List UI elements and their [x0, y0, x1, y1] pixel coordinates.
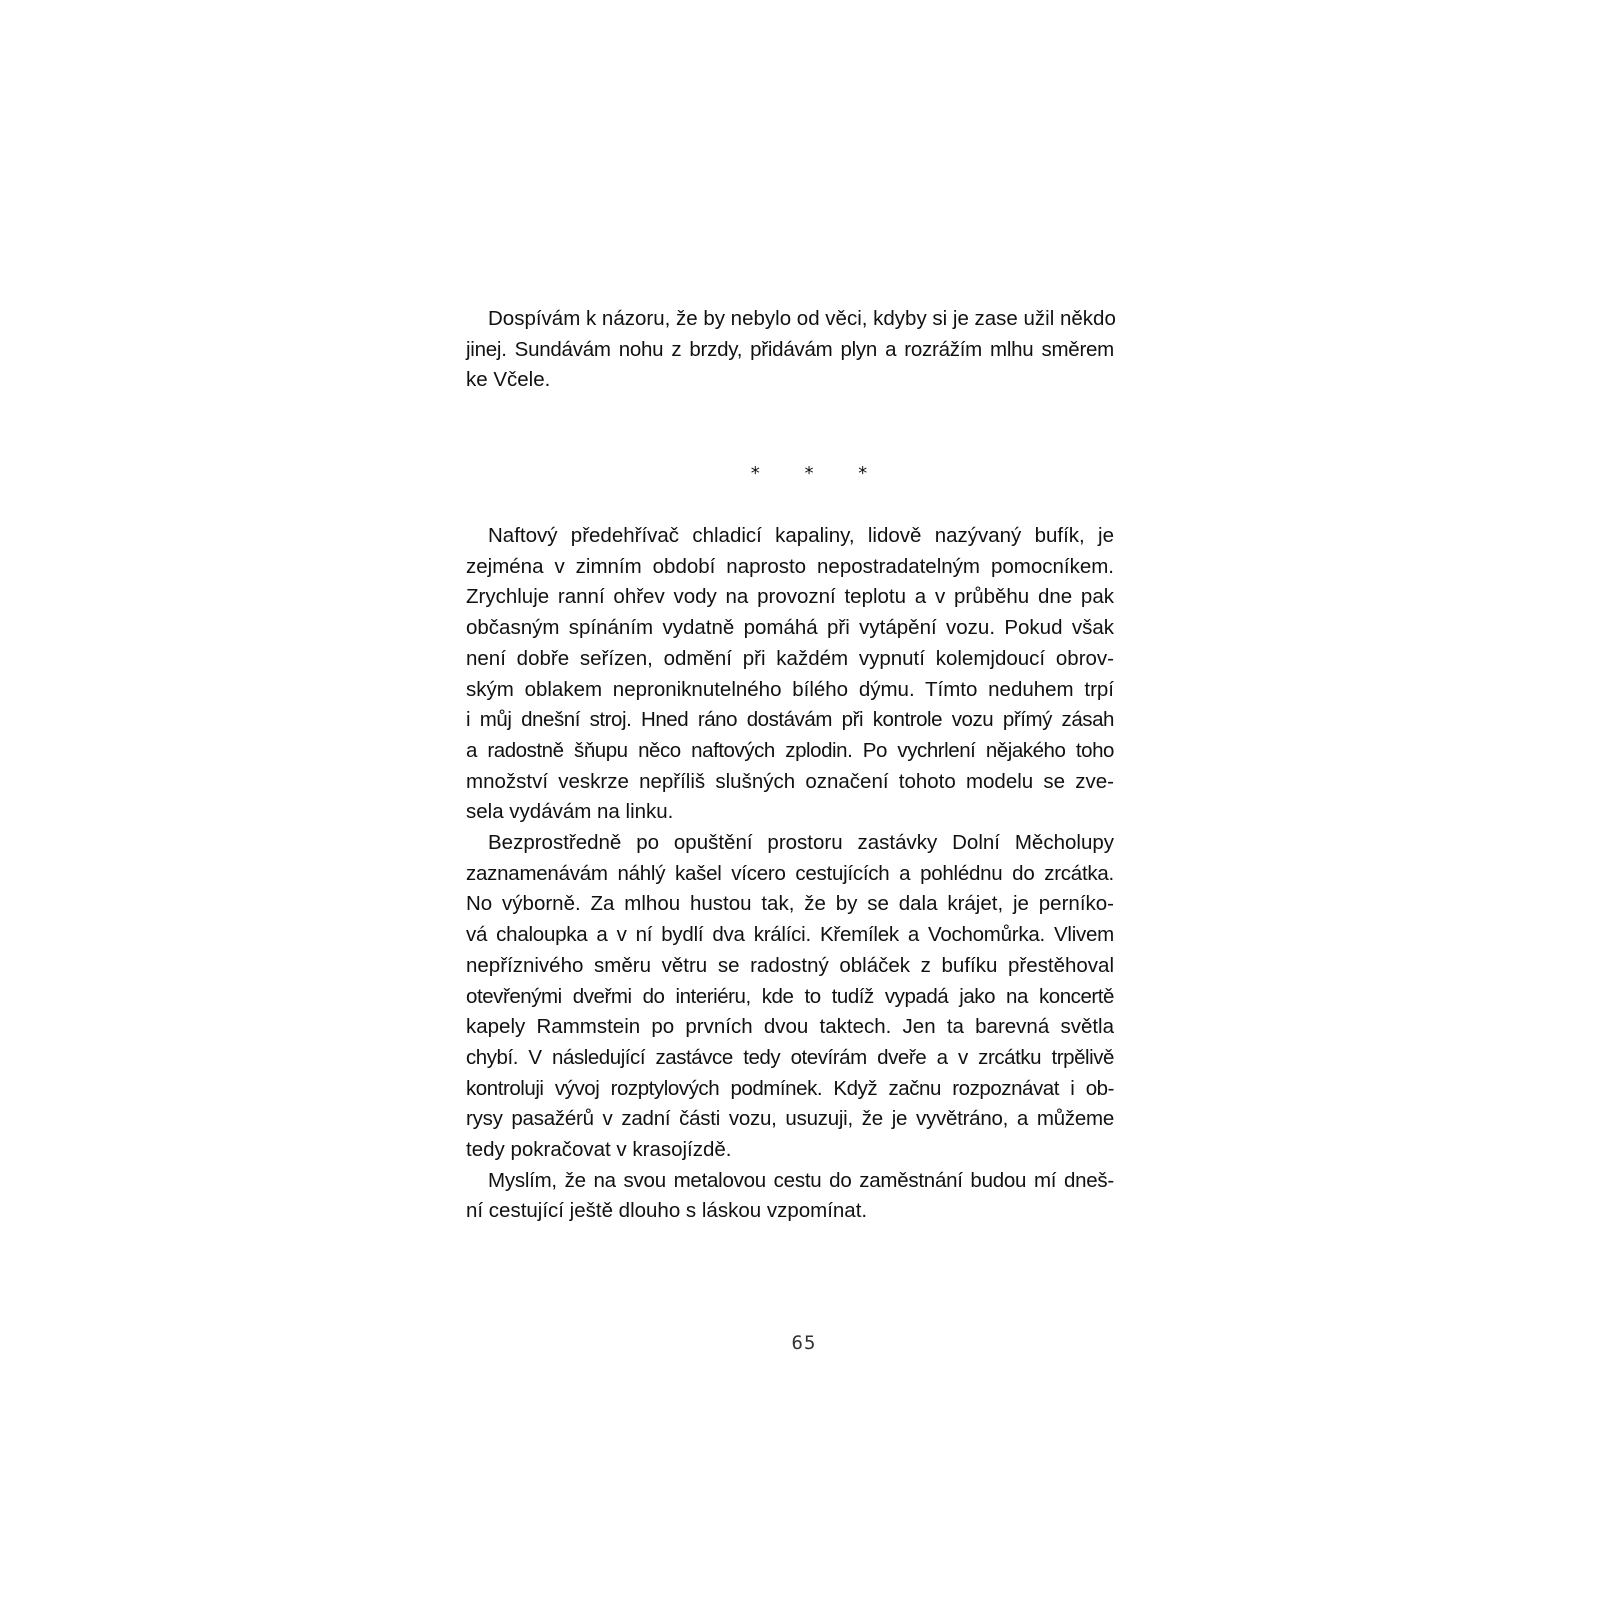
text-line: ským oblakem neproniknutelného bílého dýmu. Tímto neduhem trpí [466, 677, 1114, 701]
text-line: jinej. Sundávám nohu z brzdy, přidávám plyn a rozrážím mlhu směrem [466, 337, 1114, 361]
text-line: kontroluji vývoj rozptylových podmínek. Když začnu rozpoznávat i ob- [466, 1076, 1114, 1100]
text-line: chybí. V následující zastávce tedy otevírám dveře a v zrcátku trpělivě [466, 1045, 1114, 1069]
paragraph-2 [466, 828, 1114, 1166]
text-line: a radostně šňupu něco naftových zplodin. Po vychrlení nějakého toho [466, 738, 1114, 762]
text-line: Naftový předehřívač chladicí kapaliny, lidově nazývaný bufík, je [488, 524, 1114, 547]
text-line: ní cestující ještě dlouho s láskou vzpomínat. [466, 1199, 868, 1223]
text-line: Bezprostředně po opuštění prostoru zastávky Dolní Měcholupy [488, 831, 1114, 855]
text-line: množství veskrze nepříliš slušných označení tohoto modelu se zve- [466, 769, 1114, 793]
text-line: rysy pasažérů v zadní části vozu, usuzuji, že je vyvětráno, a můžeme [466, 1107, 1114, 1131]
text-line: Zrychluje ranní ohřev vody na provozní teplotu a v průběhu dne pak [466, 585, 1114, 609]
section-separator: * * * [749, 463, 885, 484]
intro-paragraph [466, 304, 1114, 396]
main-text [466, 521, 1114, 1227]
text-line: kapely Rammstein po prvních dvou taktech. Jen ta barevná světla [466, 1015, 1114, 1039]
text-line: i můj dnešní stroj. Hned ráno dostávám při kontrole vozu přímý zásah [466, 708, 1114, 732]
paragraph-1 [466, 521, 1114, 828]
text-line: sela vydávám na linku. [466, 800, 674, 824]
paragraph-3 [466, 1166, 1114, 1227]
text-line: Myslím, že na svou metalovou cestu do zaměstnání budou mí dneš- [488, 1168, 1114, 1192]
text-line: No výborně. Za mlhou hustou tak, že by se dala krájet, je perníko- [466, 892, 1114, 916]
text-line: občasným spínáním vydatně pomáhá při vytápění vozu. Pokud však [466, 616, 1114, 640]
text-line: Dospívám k názoru, že by nebylo od věci, kdyby si je zase užil někdo [488, 307, 1116, 330]
text-line: ke Včele. [466, 368, 551, 392]
text-line: nepříznivého směru větru se radostný obláček z bufíku přestěhoval [466, 953, 1114, 977]
text-line: zaznamenávám náhlý kašel vícero cestujících a pohlédnu do zrcátka. [466, 861, 1114, 885]
text-line: vá chaloupka a v ní bydlí dva králíci. Křemílek a Vochomůrka. Vlivem [466, 923, 1114, 947]
text-line: tedy pokračovat v krasojízdě. [466, 1138, 732, 1162]
text-line: není dobře seřízen, odmění při každém vypnutí kolemjdoucí obrov- [466, 646, 1114, 670]
text-line: otevřenými dveřmi do interiéru, kde to tudíž vypadá jako na koncertě [466, 984, 1114, 1008]
page-number: 65 [791, 1332, 817, 1354]
text-line: zejména v zimním období naprosto nepostradatelným pomocníkem. [466, 554, 1114, 578]
